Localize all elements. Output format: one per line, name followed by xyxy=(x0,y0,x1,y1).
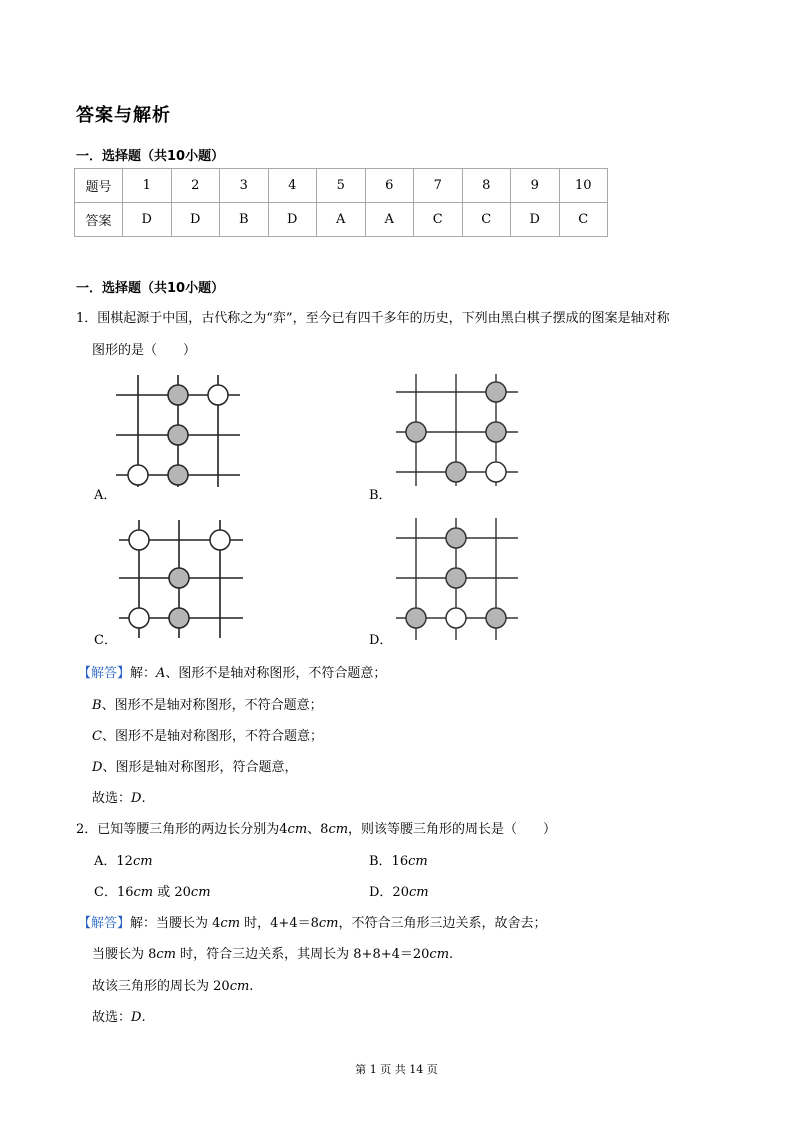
grey-stone xyxy=(486,422,506,442)
solution-tag: 【解答】 xyxy=(78,666,131,681)
unit: cm xyxy=(318,916,339,931)
option-label-c: C． xyxy=(94,633,117,648)
table-header-cell: 答案 xyxy=(75,203,123,237)
section-heading: 一．选择题（共10小题） xyxy=(76,281,225,296)
table-cell: 6 xyxy=(365,169,414,203)
variable: B xyxy=(92,698,102,713)
grey-stone xyxy=(169,568,189,588)
variable: D xyxy=(131,1010,142,1025)
question-1-stem-cont: 图形的是（ ） xyxy=(92,343,197,358)
question-1-solution-line xyxy=(92,725,323,744)
grey-stone xyxy=(168,425,188,445)
question-2-solution-line xyxy=(92,975,253,994)
table-cell: A xyxy=(317,203,366,237)
table-cell: B xyxy=(220,203,269,237)
text: 、图形不是轴对称图形，不符合题意； xyxy=(101,729,323,744)
text: A．12 xyxy=(94,854,133,869)
grey-stone xyxy=(486,608,506,628)
table-cell: C xyxy=(462,203,511,237)
unit: cm xyxy=(156,947,177,962)
grey-stone xyxy=(486,382,506,402)
text: . xyxy=(249,979,254,994)
table-cell: D xyxy=(171,203,220,237)
table-cell: 4 xyxy=(268,169,317,203)
text: B．16 xyxy=(369,854,409,869)
table-cell: C xyxy=(559,203,608,237)
grey-stone xyxy=(169,608,189,628)
unit: cm xyxy=(408,854,428,869)
table-header-cell: 题号 xyxy=(75,169,123,203)
answer-table xyxy=(74,168,608,237)
text: ，不符合三角形三边关系，故舍去； xyxy=(338,916,547,931)
option-label-b: B． xyxy=(369,488,392,503)
question-1-solution-line xyxy=(92,694,323,713)
text: 故选： xyxy=(92,791,132,806)
table-cell: C xyxy=(414,203,463,237)
grey-stone xyxy=(446,462,466,482)
grey-stone xyxy=(406,422,426,442)
table-cell: 10 xyxy=(559,169,608,203)
question-1-solution-line xyxy=(92,756,297,775)
question-1-stem: 1．围棋起源于中国，古代称之为“弈”，至今已有四千多年的历史，下列由黑白棋子摆成的图案是轴对称 xyxy=(76,311,670,326)
question-2-option-d xyxy=(369,881,429,900)
white-stone xyxy=(128,465,148,485)
variable: C xyxy=(92,729,102,744)
text: 当腰长为 8 xyxy=(92,947,157,962)
option-label-d: D． xyxy=(369,633,393,648)
table-row-numbers xyxy=(75,169,608,203)
page-title: 答案与解析 xyxy=(76,105,171,126)
table-cell: 1 xyxy=(123,169,172,203)
text: ，则该等腰三角形的周长是（ ） xyxy=(348,822,557,837)
white-stone xyxy=(129,608,149,628)
table-cell: 9 xyxy=(511,169,560,203)
text: 故该三角形的周长为 20 xyxy=(92,979,230,994)
unit: cm xyxy=(229,979,250,994)
grey-stone xyxy=(446,568,466,588)
text: . xyxy=(449,947,454,962)
figure-option-a xyxy=(116,375,240,487)
unit: cm xyxy=(132,854,153,869)
white-stone xyxy=(486,462,506,482)
unit: cm xyxy=(287,822,308,837)
question-2-option-a xyxy=(94,850,153,869)
question-2-solution-line xyxy=(78,912,547,931)
table-cell: 3 xyxy=(220,169,269,203)
text: 解： xyxy=(130,666,157,681)
text: . xyxy=(141,791,146,806)
unit: cm xyxy=(328,822,349,837)
table-cell: D xyxy=(511,203,560,237)
question-1-solution-line xyxy=(78,662,386,681)
unit: cm xyxy=(190,885,211,900)
white-stone xyxy=(446,608,466,628)
variable: D xyxy=(131,791,142,806)
grey-stone xyxy=(406,608,426,628)
text: 、8 xyxy=(307,822,329,837)
page-footer: 第 1 页 共 14 页 xyxy=(355,1063,438,1076)
table-row-answers xyxy=(75,203,608,237)
variable: D xyxy=(92,760,103,775)
grey-stone xyxy=(168,465,188,485)
text: 、图形不是轴对称图形，不符合题意； xyxy=(165,666,387,681)
white-stone xyxy=(208,385,228,405)
figure-option-b xyxy=(396,374,518,486)
variable: A xyxy=(156,666,166,681)
section-heading: 一．选择题（共10小题） xyxy=(76,149,225,164)
table-cell: A xyxy=(365,203,414,237)
unit: cm xyxy=(133,885,154,900)
text: 2．已知等腰三角形的两边长分别为4 xyxy=(76,822,288,837)
text: C．16 xyxy=(94,885,134,900)
text: 故选： xyxy=(92,1010,132,1025)
grey-stone xyxy=(446,528,466,548)
text: 解：当腰长为 4 xyxy=(130,916,221,931)
text: 时，符合三边关系，其周长为 8+8+4＝20 xyxy=(176,947,430,962)
question-1-conclusion xyxy=(92,787,146,806)
text: 、图形是轴对称图形，符合题意， xyxy=(102,760,298,775)
table-cell: 7 xyxy=(414,169,463,203)
text: 、图形不是轴对称图形，不符合题意； xyxy=(101,698,323,713)
table-cell: 2 xyxy=(171,169,220,203)
unit: cm xyxy=(408,885,429,900)
text: 时，4+4＝8 xyxy=(240,916,319,931)
text: 或 20 xyxy=(153,885,191,900)
white-stone xyxy=(129,530,149,550)
grey-stone xyxy=(168,385,188,405)
solution-tag: 【解答】 xyxy=(78,916,131,931)
table-cell: 5 xyxy=(317,169,366,203)
table-cell: D xyxy=(123,203,172,237)
white-stone xyxy=(210,530,230,550)
question-2-solution-line xyxy=(92,943,453,962)
question-2-conclusion xyxy=(92,1006,146,1025)
text: . xyxy=(141,1010,146,1025)
text: D．20 xyxy=(369,885,409,900)
question-2-stem xyxy=(76,818,556,837)
figure-option-d xyxy=(396,518,518,640)
table-cell: D xyxy=(268,203,317,237)
option-label-a: A． xyxy=(94,488,117,503)
unit: cm xyxy=(220,916,241,931)
question-2-option-c xyxy=(94,881,211,900)
table-cell: 8 xyxy=(462,169,511,203)
figure-option-c xyxy=(119,520,243,638)
question-2-option-b xyxy=(369,850,428,869)
unit: cm xyxy=(429,947,450,962)
